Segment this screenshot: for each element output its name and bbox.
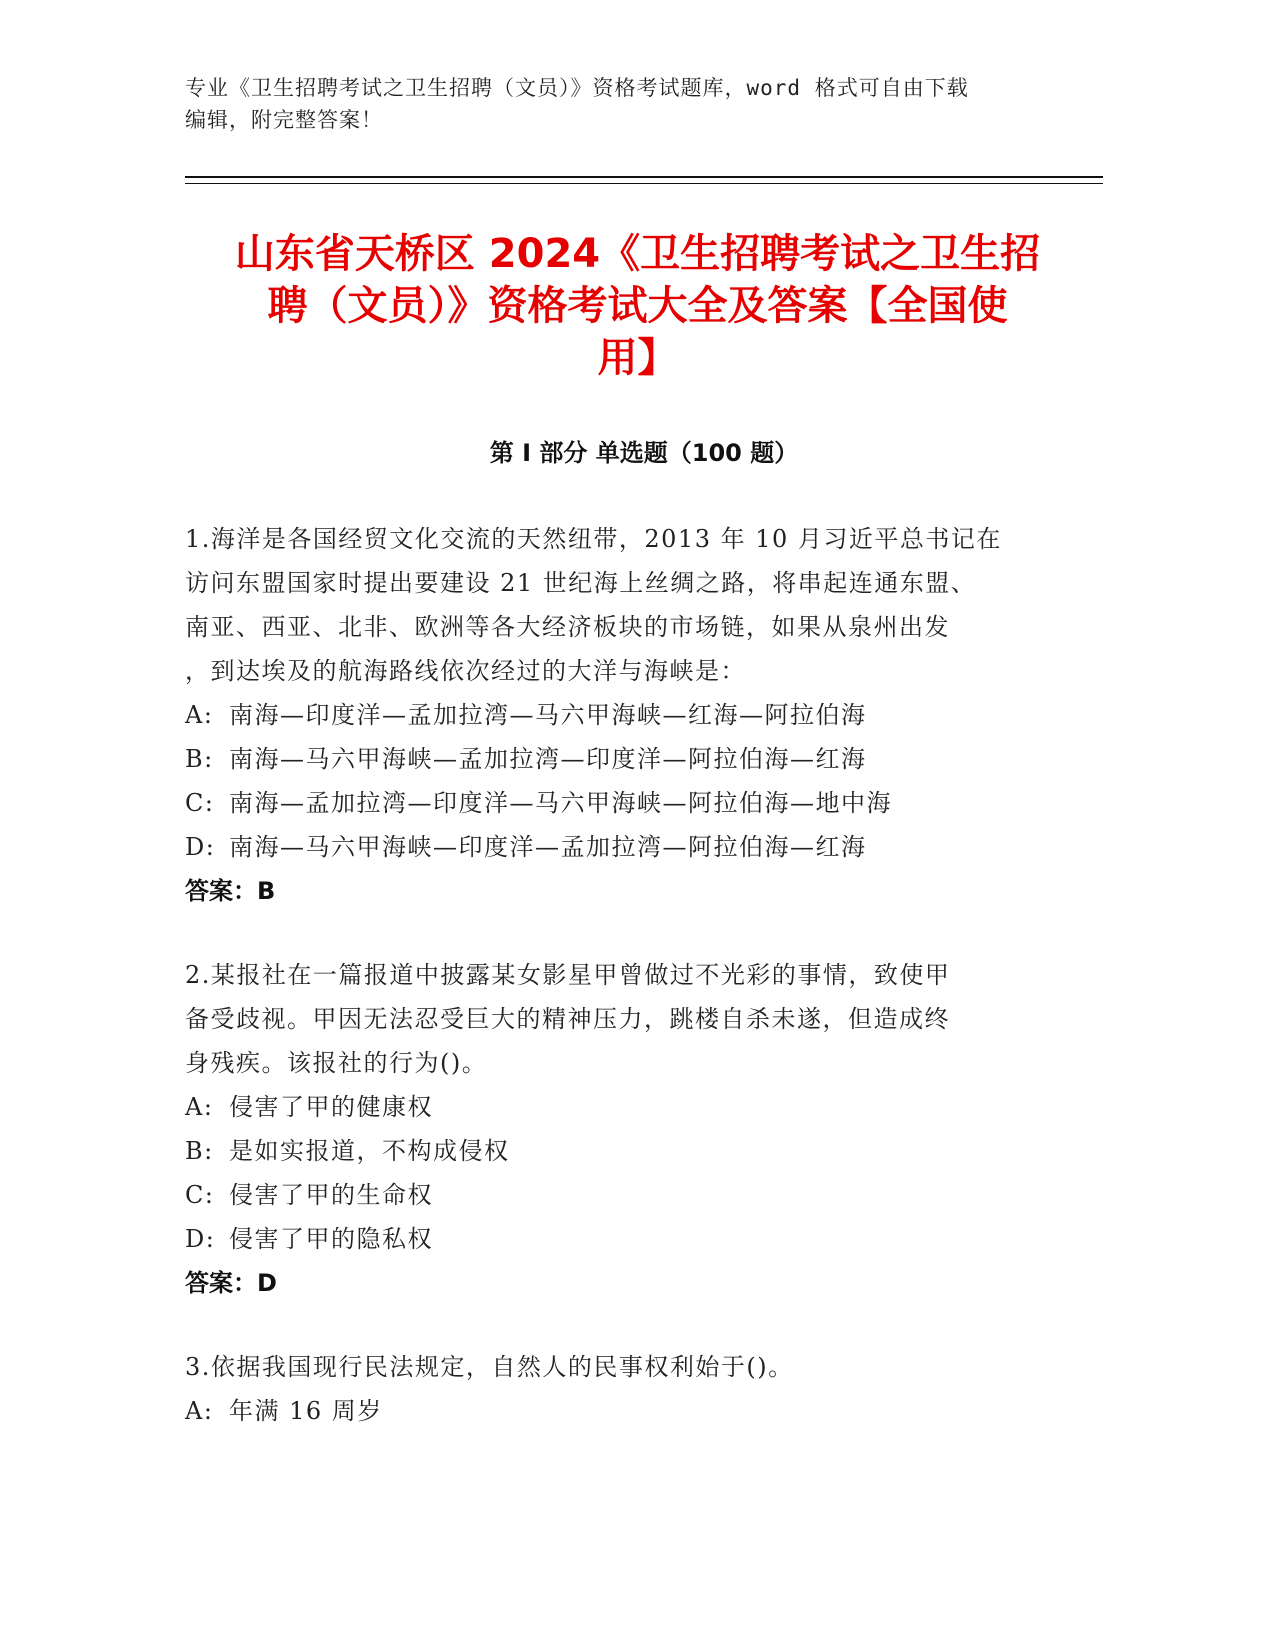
title-line: 山东省天桥区 2024《卫生招聘考试之卫生招 [234,231,1041,277]
answer-option [185,825,1085,869]
answer-option [185,693,1085,737]
header-note [185,72,1085,136]
question-text-line: 南亚、西亚、北非、欧洲等各大经济板块的市场链，如果从泉州出发 [185,613,950,641]
option-text: 侵害了甲的健康权 [229,1093,433,1121]
question-item [185,517,1085,913]
option-letter: C: [185,1181,215,1209]
question-list [185,517,1085,1473]
answer-option [185,737,1085,781]
answer-option [185,1085,1085,1129]
question-text-line: ，到达埃及的航海路线依次经过的大洋与海峡是： [185,657,746,685]
option-text: 南海—孟加拉湾—印度洋—马六甲海峡—阿拉伯海—地中海 [229,789,892,817]
answer-key: 答案：B [185,877,276,905]
option-letter: A: [185,1397,214,1425]
title-line: 聘（文员）》资格考试大全及答案【全国使 [267,283,1008,329]
option-letter: D: [185,1225,216,1253]
option-letter: B: [185,1137,214,1165]
answer-option [185,1129,1085,1173]
answer-option [185,1217,1085,1261]
option-letter: C: [185,789,215,817]
option-text: 年满 16 周岁 [229,1397,383,1425]
header-note-line: 编辑，附完整答案！ [185,108,383,132]
option-letter: D: [185,833,216,861]
header-divider-thin [185,183,1103,184]
option-text: 侵害了甲的生命权 [229,1181,433,1209]
option-text: 是如实报道，不构成侵权 [229,1137,510,1165]
header-divider [185,176,1103,178]
question-text-line: 3.依据我国现行民法规定，自然人的民事权利始于()。 [185,1353,794,1381]
section-heading: 第 I 部分 单选题（100 题） [489,439,799,467]
answer-option [185,781,1085,825]
option-letter: A: [185,701,214,729]
option-text: 南海—印度洋—孟加拉湾—马六甲海峡—红海—阿拉伯海 [229,701,867,729]
option-text: 南海—马六甲海峡—印度洋—孟加拉湾—阿拉伯海—红海 [229,833,867,861]
option-text: 侵害了甲的隐私权 [229,1225,433,1253]
option-letter: A: [185,1093,214,1121]
answer-key: 答案：D [185,1269,277,1297]
question-text-line: 访问东盟国家时提出要建设 21 世纪海上丝绸之路，将串起连通东盟、 [185,569,977,597]
answer-option [185,1173,1085,1217]
question-item [185,1345,1085,1433]
answer-option [185,1389,1085,1433]
question-text-line: 1.海洋是各国经贸文化交流的天然纽带，2013 年 10 月习近平总书记在 [185,525,1002,553]
option-letter: B: [185,745,214,773]
header-note-line: 专业《卫生招聘考试之卫生招聘（文员）》资格考试题库，word 格式可自由下载 [185,76,969,100]
question-item [185,953,1085,1305]
question-text-line: 2.某报社在一篇报道中披露某女影星甲曾做过不光彩的事情，致使甲 [185,961,951,989]
option-text: 南海—马六甲海峡—孟加拉湾—印度洋—阿拉伯海—红海 [229,745,867,773]
question-text-line: 身残疾。该报社的行为()。 [185,1049,488,1077]
title-line: 用】 [597,335,678,381]
question-text-line: 备受歧视。甲因无法忍受巨大的精神压力，跳楼自杀未遂，但造成终 [185,1005,950,1033]
document-title [160,228,1115,384]
